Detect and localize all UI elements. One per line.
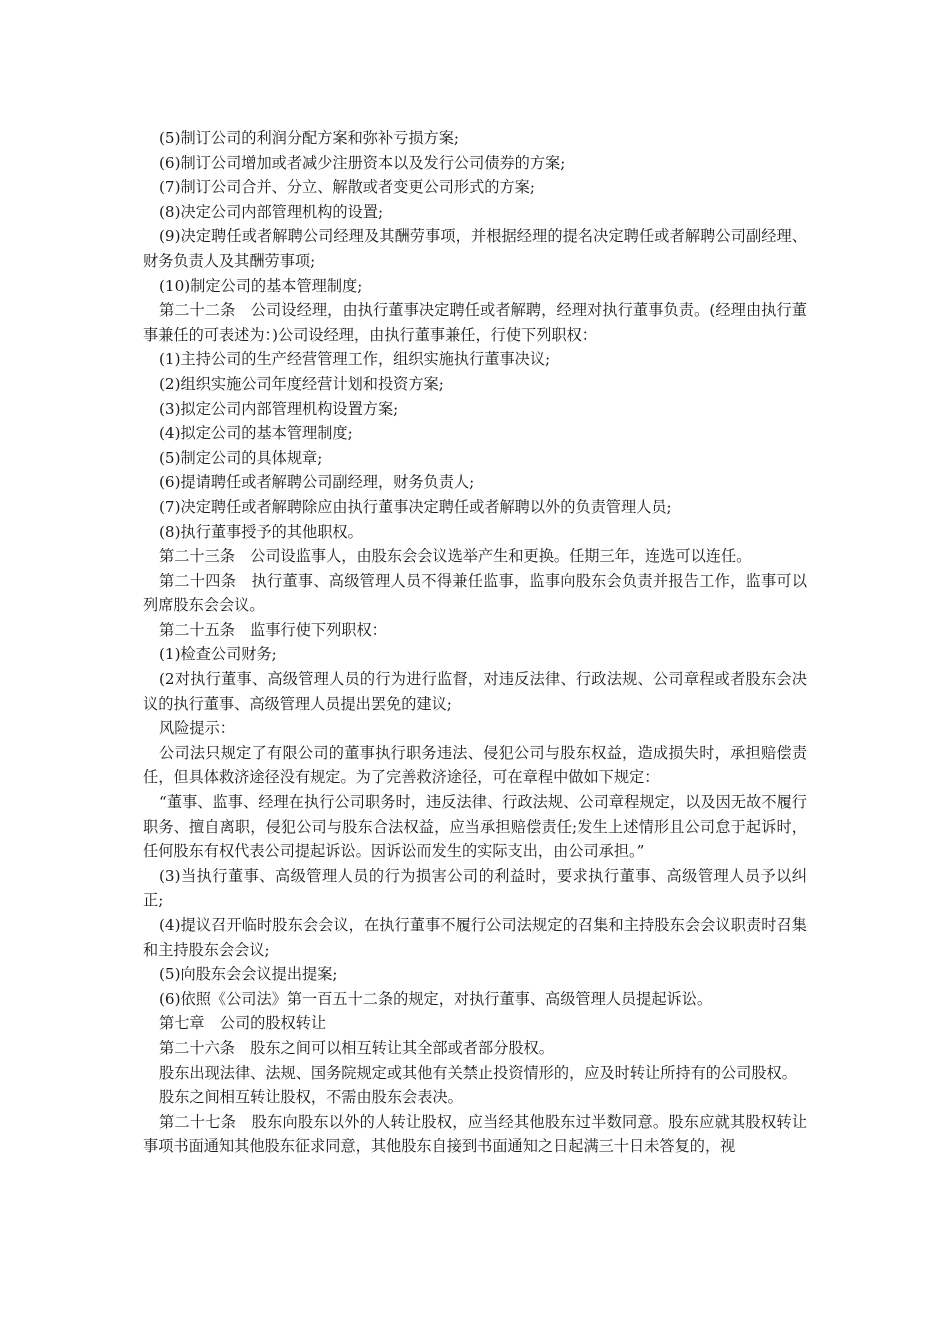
paragraph: (8)执行董事授予的其他职权。 [159, 522, 363, 541]
article-paragraph: 第二十五条 监事行使下列职权： [159, 620, 387, 639]
paragraph: (7)决定聘任或者解聘除应由执行董事决定聘任或者解聘以外的负责管理人员; [159, 497, 672, 516]
article-paragraph: 第二十三条 公司设监事人，由股东会会议选举产生和更换。任期三年，连选可以连任。 [159, 547, 752, 566]
paragraph: (5)制订公司的利润分配方案和弥补亏损方案; [159, 129, 460, 147]
paragraph: (6)提请聘任或者解聘公司副经理，财务负责人; [159, 473, 475, 492]
paragraph: (1)检查公司财务; [159, 645, 277, 664]
article-paragraph: 第二十二条 公司设经理，由执行董事决定聘任或者解聘，经理对执行董事负责。(经理由执行董事兼任的可表述为：)公司设经理，由执行董事兼任，行使下列职权： [143, 301, 807, 344]
paragraph: (2)组织实施公司年度经营计划和投资方案; [159, 374, 444, 393]
document-page [143, 126, 807, 1159]
paragraph: (6)制订公司增加或者减少注册资本以及发行公司债券的方案; [159, 153, 566, 172]
paragraph: 公司法只规定了有限公司的董事执行职务违法、侵犯公司与股东权益，造成损失时，承担赔偿责任，但具体救济途径没有规定。为了完善救济途径，可在章程中做如下规定： [143, 743, 807, 787]
paragraph: 股东出现法律、法规、国务院规定或其他有关禁止投资情形的，应及时转让所持有的公司股权。 [159, 1063, 797, 1082]
paragraph: (7)制订公司合并、分立、解散或者变更公司形式的方案; [159, 178, 535, 197]
paragraph: (3)拟定公司内部管理机构设置方案; [159, 399, 399, 418]
paragraph: (3)当执行董事、高级管理人员的行为损害公司的利益时，要求执行董事、高级管理人员予以纠正; [143, 866, 807, 910]
article-paragraph: 第二十六条 股东之间可以相互转让其全部或者部分股权。 [159, 1038, 554, 1057]
paragraph: (8)决定公司内部管理机构的设置; [159, 202, 384, 221]
paragraph: (5)制定公司的具体规章; [159, 448, 323, 467]
paragraph: (1)主持公司的生产经营管理工作，组织实施执行董事决议; [159, 350, 551, 369]
paragraph: 股东之间相互转让股权，不需由股东会表决。 [159, 1088, 463, 1107]
article-paragraph: 第二十七条 股东向股东以外的人转让股权，应当经其他股东过半数同意。股东应就其股权转让事项书面通知其他股东征求同意，其他股东自接到书面通知之日起满三十日未答复的，视 [143, 1112, 807, 1156]
chapter-heading: 第七章 公司的股权转让 [159, 1014, 327, 1033]
paragraph: (6)依照《公司法》第一百五十二条的规定，对执行董事、高级管理人员提起诉讼。 [159, 989, 713, 1008]
paragraph: (10)制定公司的基本管理制度; [159, 276, 363, 295]
paragraph: (5)向股东会会议提出提案; [159, 965, 338, 984]
paragraph: (9)决定聘任或者解聘公司经理及其酬劳事项，并根据经理的提名决定聘任或者解聘公司副经理、财务负责人及其酬劳事项; [143, 227, 807, 270]
paragraph: (2对执行董事、高级管理人员的行为进行监督，对违反法律、行政法规、公司章程或者股东会决议的执行董事、高级管理人员提出罢免的建议; [143, 670, 807, 713]
paragraph: (4)提议召开临时股东会会议，在执行董事不履行公司法规定的召集和主持股东会会议职责时召集和主持股东会会议; [143, 916, 807, 959]
risk-heading: 风险提示： [159, 719, 235, 738]
article-paragraph: 第二十四条 执行董事、高级管理人员不得兼任监事，监事向股东会负责并报告工作，监事可以列席股东会会议。 [143, 571, 807, 615]
quote-paragraph: “董事、监事、经理在执行公司职务时，违反法律、行政法规、公司章程规定，以及因无故不履行职务、擅自离职，侵犯公司与股东合法权益，应当承担赔偿责任;发生上述情形且公司怠于起诉时，任何股东有权代表公司提起诉讼。因诉讼而发生的实际支出，由公司承担。” [143, 793, 807, 861]
paragraph: (4)拟定公司的基本管理制度; [159, 424, 353, 443]
